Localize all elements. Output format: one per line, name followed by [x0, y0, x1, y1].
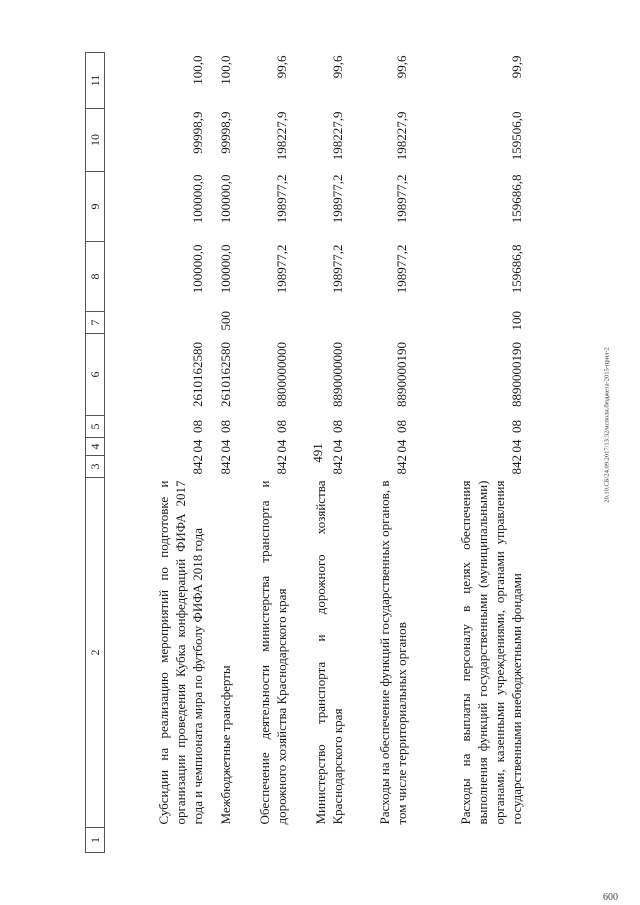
header-row: [86, 53, 105, 853]
execution-percent: 100,0: [190, 55, 205, 85]
table-row: [292, 53, 348, 853]
section-code: 04: [330, 439, 345, 453]
execution-percent: 100,0: [218, 55, 233, 85]
ministry-code: 842: [394, 455, 409, 475]
item-name: Министерство транспорта и дорожного хозяйства Краснодарского края: [313, 480, 345, 825]
item-name: Расходы на выплаты персоналу в целях обеспечения выполнения функций государственными (муниципальными) органами, казенными учреждениями, органами управления государственными внебюджетными фондами: [458, 480, 524, 825]
row-number-cell: [412, 828, 527, 853]
column-header: 1: [86, 828, 105, 853]
approved-amount: 159686,8: [509, 244, 524, 294]
section-code: 04: [190, 439, 205, 453]
column-header: 11: [86, 53, 105, 109]
subsection-code: 08: [218, 420, 233, 433]
approved-amount: 100000,0: [190, 244, 205, 294]
column-header: 3: [86, 456, 105, 478]
column-header: 4: [86, 438, 105, 456]
table-row: [208, 53, 236, 853]
column-header: 10: [86, 109, 105, 172]
executed-amount: 99998,9: [190, 111, 205, 154]
subsection-code: 08: [330, 420, 345, 433]
approved-amount: 100000,0: [218, 244, 233, 294]
ministry-code: 842: [509, 455, 524, 475]
subsection-code: 08: [274, 420, 289, 433]
column-header: 8: [86, 242, 105, 312]
page-number: 491: [310, 443, 325, 463]
table-row: [348, 53, 412, 853]
table-row: [236, 53, 292, 853]
execution-percent: 99,6: [330, 55, 345, 79]
ministry-code: 842: [218, 455, 233, 475]
target-article-code: 8890000190: [394, 342, 409, 407]
subsection-code: 08: [190, 420, 205, 433]
ministry-code: 842: [274, 455, 289, 475]
section-code: 04: [218, 439, 233, 453]
planned-amount: 198977,2: [330, 174, 345, 224]
approved-amount: 198977,2: [274, 244, 289, 294]
column-header: 2: [86, 478, 105, 828]
expense-type-code: 500: [218, 311, 233, 331]
execution-percent: 99,6: [394, 55, 409, 79]
ministry-code: 842: [190, 455, 205, 475]
planned-amount: 159686,8: [509, 174, 524, 224]
execution-percent: 99,6: [274, 55, 289, 79]
executed-amount: 198227,9: [330, 111, 345, 161]
executed-amount: 99998,9: [218, 111, 233, 154]
expense-type-code: [292, 312, 348, 334]
rotated-table-container: [85, 53, 605, 853]
execution-percent: 99,9: [509, 55, 524, 79]
row-number-cell: [292, 828, 348, 853]
table-row: [412, 53, 527, 853]
expense-type-code: [105, 312, 209, 334]
target-article-code: 8890000000: [330, 342, 345, 407]
approved-amount: 198977,2: [330, 244, 345, 294]
row-number-cell: [105, 828, 209, 853]
planned-amount: 100000,0: [218, 174, 233, 224]
subsection-code: 08: [394, 420, 409, 433]
executed-amount: 159506,0: [509, 111, 524, 161]
expense-type-code: [236, 312, 292, 334]
approved-amount: 198977,2: [394, 244, 409, 294]
row-number-cell: [208, 828, 236, 853]
expense-type-code: 100: [509, 311, 524, 331]
footer-note: 20.10.СБ/24.09.2017/13:32/исполн.бюджета-2015-прил-2: [603, 347, 611, 503]
item-name: Расходы на обеспечение функций государственных органов, в том числе территориальных органов: [377, 480, 409, 825]
column-header: 9: [86, 172, 105, 242]
planned-amount: 198977,2: [394, 174, 409, 224]
section-code: 04: [394, 439, 409, 453]
column-header: 7: [86, 312, 105, 334]
section-code: 04: [509, 439, 524, 453]
executed-amount: 198227,9: [274, 111, 289, 161]
expense-type-code: [348, 312, 412, 334]
column-header: 5: [86, 416, 105, 438]
target-article-code: 2610162580: [218, 342, 233, 407]
executed-amount: 198227,9: [394, 111, 409, 161]
ministry-code: 842: [330, 455, 345, 475]
planned-amount: 198977,2: [274, 174, 289, 224]
item-name: Межбюджетные трансферты: [218, 665, 233, 825]
table-row: [105, 53, 209, 853]
target-article-code: 8890000190: [509, 342, 524, 407]
bottom-page-number: 600: [603, 892, 618, 903]
budget-table: [85, 52, 527, 853]
section-code: 04: [274, 439, 289, 453]
column-header: 6: [86, 334, 105, 416]
row-number-cell: [348, 828, 412, 853]
planned-amount: 100000,0: [190, 174, 205, 224]
subsection-code: 08: [509, 420, 524, 433]
target-article-code: 2610162580: [190, 342, 205, 407]
target-article-code: 8800000000: [274, 342, 289, 407]
item-name: Обеспечение деятельности министерства транспорта и дорожного хозяйства Краснодарского края: [257, 480, 289, 825]
item-name: Субсидии на реализацию мероприятий по подготовке и организации проведения Кубка конфедераций ФИФА 2017 года и чемпионата мира по футболу ФИФА 2018 года: [156, 480, 205, 825]
row-number-cell: [236, 828, 292, 853]
